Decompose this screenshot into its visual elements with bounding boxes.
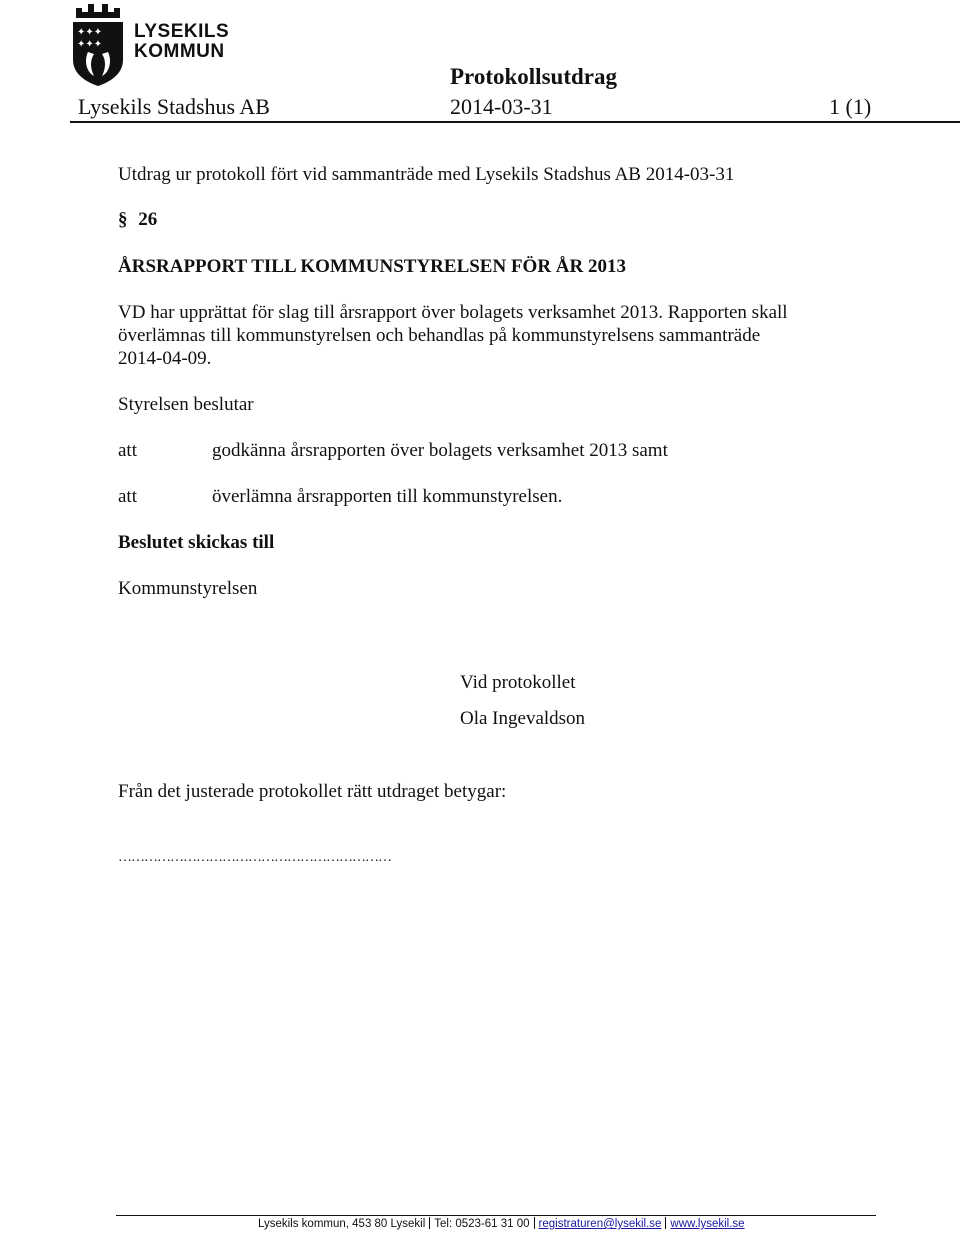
description-line-3: 2014-04-09.	[118, 348, 212, 369]
decision-att-2: att	[118, 486, 137, 507]
header-organization: Lysekils Stadshus AB	[78, 94, 270, 119]
footer-separator	[429, 1217, 430, 1229]
logo-wordmark	[134, 22, 229, 62]
paragraph-symbol: §	[118, 209, 128, 230]
document-type-title: Protokollsutdrag	[450, 64, 617, 89]
svg-text:✦✦✦: ✦✦✦	[77, 39, 103, 50]
decision-heading: Styrelsen beslutar	[118, 394, 254, 415]
send-to-recipient: Kommunstyrelsen	[118, 578, 258, 599]
footer-divider	[116, 1215, 876, 1216]
send-to-heading: Beslutet skickas till	[118, 532, 275, 553]
certification-text: Från det justerade protokollet rätt utdraget betygar:	[118, 781, 507, 802]
section-paragraph	[118, 208, 157, 232]
lysekil-coat-of-arms-logo	[70, 2, 126, 86]
footer-phone: Tel: 0523-61 31 00	[434, 1218, 530, 1230]
logo-line-1: LYSEKILS	[134, 21, 230, 42]
signature-dotted-line: ………………………………………………………	[118, 850, 391, 865]
header-date: 2014-03-31	[450, 94, 553, 119]
header-page-number: 1 (1)	[829, 94, 872, 119]
decision-att-1: att	[118, 440, 137, 461]
footer-website-link[interactable]: www.lysekil.se	[670, 1218, 745, 1230]
signature-label: Vid protokollet	[460, 672, 576, 693]
signature-name: Ola Ingevaldson	[460, 708, 586, 729]
svg-text:✦✦✦: ✦✦✦	[77, 27, 103, 38]
intro-text: Utdrag ur protokoll fört vid sammanträde med Lysekils Stadshus AB 2014-03-31	[118, 164, 735, 185]
header-divider	[70, 121, 960, 123]
description-line-2: överlämnas till kommunstyrelsen och behandlas på kommunstyrelsens sammanträde	[118, 325, 761, 346]
decision-text-1: godkänna årsrapporten över bolagets verksamhet 2013 samt	[212, 440, 668, 461]
decision-text-2: överlämna årsrapporten till kommunstyrelsen.	[212, 486, 563, 507]
description-line-1: VD har upprättat för slag till årsrapport över bolagets verksamhet 2013. Rapporten skall	[118, 302, 788, 323]
footer-separator	[665, 1217, 666, 1229]
footer-address: Lysekils kommun, 453 80 Lysekil	[258, 1218, 426, 1230]
footer-separator	[534, 1217, 535, 1229]
logo-line-2: KOMMUN	[134, 41, 225, 62]
paragraph-number: 26	[138, 209, 158, 230]
footer-email-link[interactable]: registraturen@lysekil.se	[538, 1218, 662, 1230]
section-title: ÅRSRAPPORT TILL KOMMUNSTYRELSEN FÖR ÅR 2013	[118, 256, 626, 277]
footer	[258, 1217, 745, 1230]
